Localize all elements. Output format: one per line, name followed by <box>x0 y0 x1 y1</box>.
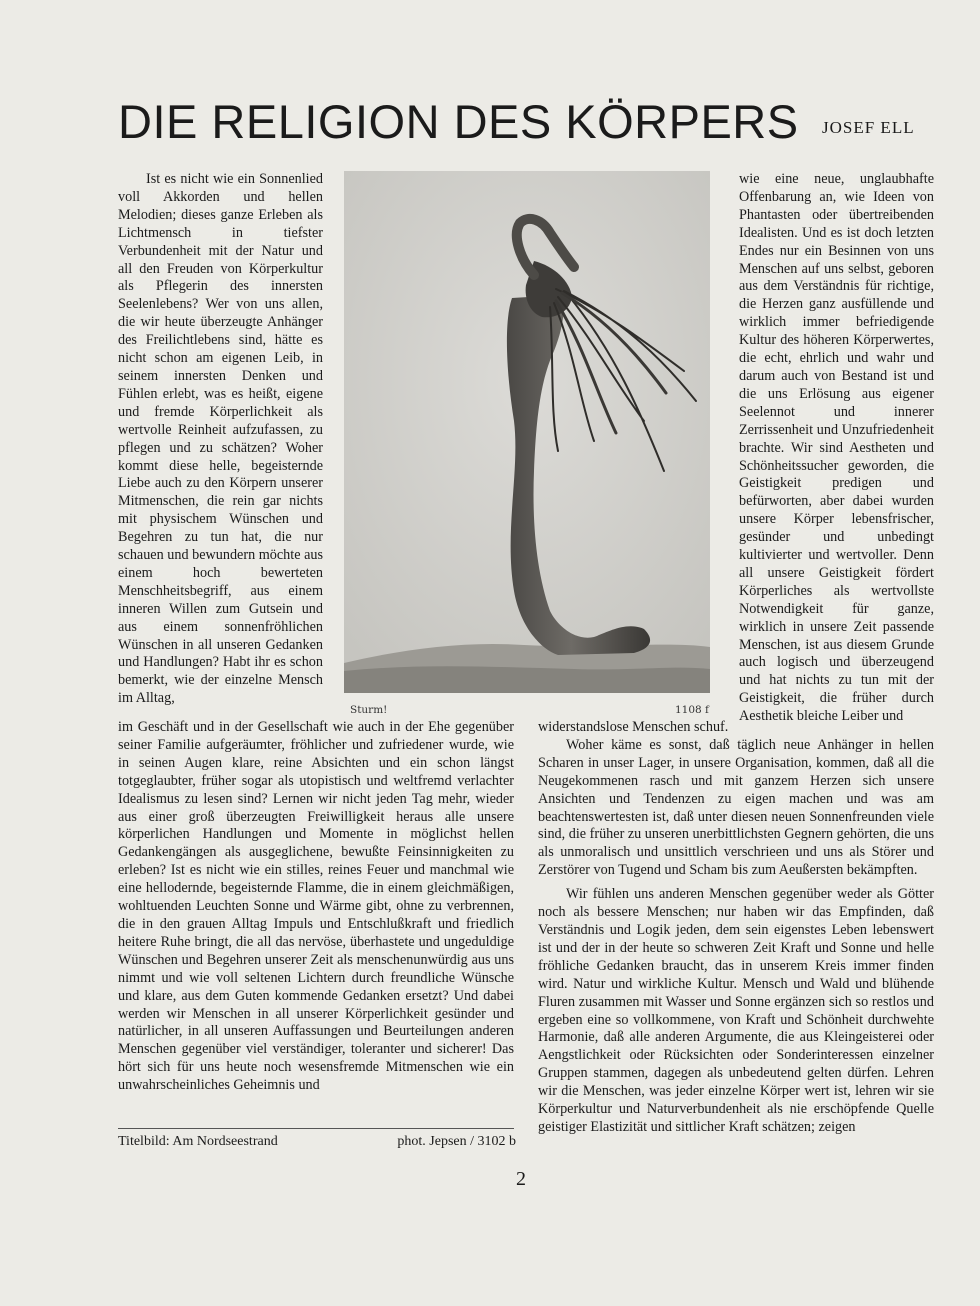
figure-number: 1108 f <box>675 704 709 716</box>
cover-caption: Titelbild: Am Nordseestrand <box>118 1134 278 1149</box>
paragraph: widerstandslose Menschen schuf. <box>538 719 729 735</box>
page-number: 2 <box>516 1168 526 1190</box>
column-right <box>739 171 934 726</box>
paragraph: wie eine neue, unglaubhafte Offenbarung an, wie Ideen von Phantasten oder übertreibenden Idealisten. Und es ist doch letzten Endes nur ein Besinnen von uns Menschen auf uns selbst, geboren aus dem Verständnis für richtige, die Herzen ganz ausfüllende und wirklich immer befriedigende Kultur des höheren Körperwertes, die echt, ehrlich und wahr und darum auch von Bestand ist und die uns Erlösung aus eigener Seelennot und innerer Zerrissenheit und Unzufriedenheit brachte. Wir sind Aestheten und Schönheitssucher geworden, die Geistigkeit predigen und befürworten, aber dabei wurden unsere Körper lebensfrischer, gesünder und unbedingt kultivierter und wertvoller. Denn all unsere Geistigkeit fördert Körperliches als wertvollste Notwendigkeit für ganze, wirklich in unsere Zeit passende Menschen, ist aus diesem Grunde auch logisch und überzeugend und hat nichts zu tun mit der Geistigkeit, die früher durch Aesthetik bleiche Leiber und <box>739 171 934 725</box>
paragraph: Ist es nicht wie ein Sonnenlied voll Akkorden und hellen Melodien; dieses ganze Erleben als Lichtmensch in tiefster Verbundenheit mit der Natur und all den Freuden von Körperkultur als Pflegerin des innersten Seelenlebens? Wer von uns allen, die wir heute überzeugte Anhänger des Freilichtlebens sind, hätte es nicht schon am eigenen Leib, in seinem innersten Denken und Fühlen erlebt, was es heißt, eigene und fremde Körperlichkeit als wertvolle Reinheit aufzufassen, zu pflegen und zu schätzen? Woher kommt diese helle, begeisternde Liebe auch zu den Körpern unserer Mitmenschen, die rein gar nichts mit physischem Wünschen und Begehren zu tun hat, die nur schauen und bewundern möchte aus einem hoch bewerteten Menschheitsbegriff, aus einem inneren Willen zum Gutsein und aus einem sonnenfröhlichen Wünschen in all unseren Gedanken und Handlungen? Habt ihr es schon bemerkt, wie der einzelne Mensch im Alltag, <box>118 171 323 707</box>
footer-divider <box>118 1128 514 1129</box>
article-title: DIE RELIGION DES KÖRPERS <box>118 95 799 148</box>
paragraph: im Geschäft und in der Gesellschaft wie auch in der Ehe gegenüber seiner Familie aufgeräumter, fröhlicher und zufriedener wurde, wie in seinen Augen klare, reine Absichten und ein schon längst totgeglaubter, früher sogar als utopistisch und weltfremd verlachter Idealismus zu lesen sind? Lernen wir nicht jeden Tag mehr, wieder aus einer groß überzeugten Freiwilligkeit heraus alle unsere körperlichen Handlungen und Momente in möglichst hellen Gedankengängen als ausgeglichene, bewußte Feinsinnigkeiten zu erleben? Ist es nicht wie ein stilles, reines Feuer und manchmal wie eine hellodernde, begeisternde Flamme, die in einem gleichmäßigen, wohltuenden Leuchten Sonne und Wärme gibt, ohne zu verbrennen, die in den grauen Alltag Impuls und Entschlußkraft und friedlich heitere Ruhe bringt, die all das nervöse, überhastete und ungeduldige Wünschen und Begehren unserer Zeit als menschenunwürdig aus uns nimmt und wie voll seltenen Lichtern durch freundliche Wünsche und klare, aus dem Guten kommende Gedanken ersetzt? Und dabei werden wir Menschen in all unserer Körperlichkeit gesünder und natürlicher, in all unseren Auffassungen und Beurteilungen anderen Menschen gegenüber viel verständiger, toleranter und sicherer! Das hört sich für uns heute noch wesensfremde Mitmenschen wie ein unwahrscheinliches Geheimnis und <box>118 719 514 1094</box>
photo-credit: phot. Jepsen / 3102 b <box>397 1134 516 1149</box>
column-bottom-left <box>118 719 514 1095</box>
article-author: JOSEF ELL <box>822 118 915 137</box>
column-left <box>118 171 323 708</box>
paragraph: Woher käme es sonst, daß täglich neue Anhänger in hellen Scharen in unser Lager, in unsere Organisation, kommen, daß all die Neugekommenen rasch und mit ganzem Herzen sich unsere Ansichten und Tendenzen zu eigen machen und was am beachtenswertesten ist, daß unter diesen neuen Sonnenfreunden viele sind, die früher zu unseren unerbittlichsten Gegnern gehörten, die uns als unmoralisch und unsittlich verschrieen und uns als Störer und Zerstörer von Tugend und Scham bis zum Aeußersten bekämpften. <box>538 736 934 879</box>
photo-kneeling-figure <box>344 171 710 693</box>
figure-caption: Sturm! <box>350 704 388 716</box>
paragraph: Wir fühlen uns anderen Menschen gegenüber weder als Götter noch als bessere Menschen; nur haben wir das Empfinden, daß Verständnis und Logik jeden, dem sein eigenstes Leben lebenswert ist und der in der heute so schweren Zeit Kraft und Sonne und helle fröhliche Gedanken braucht, das in unserem Kreis immer finden wird. Natur und wirkliche Kultur. Mensch und Wald und blühende Fluren zusammen mit Wasser und Sonne ergänzen sich so restlos und ergeben eine so vollkommene, von Kraft und Schönheit durchwehte Harmonie, daß alle anderen Argumente, die aus Kleingeisterei oder Aengstlichkeit oder Rücksichten oder Sonderinteressen einzelner Gruppen stammen, dagegen als unbedeutend gelten dürfen. Lehren wir die Menschen, was jeder einzelne Körper wert ist, lehren wir sie Körperkultur und Naturverbundenheit als nie erschöpfende Quelle geistiger Elastizität und sittlicher Kraft schätzen; zeigen <box>538 886 934 1135</box>
column-bottom-right <box>538 719 934 1137</box>
photo-figure <box>344 171 710 693</box>
